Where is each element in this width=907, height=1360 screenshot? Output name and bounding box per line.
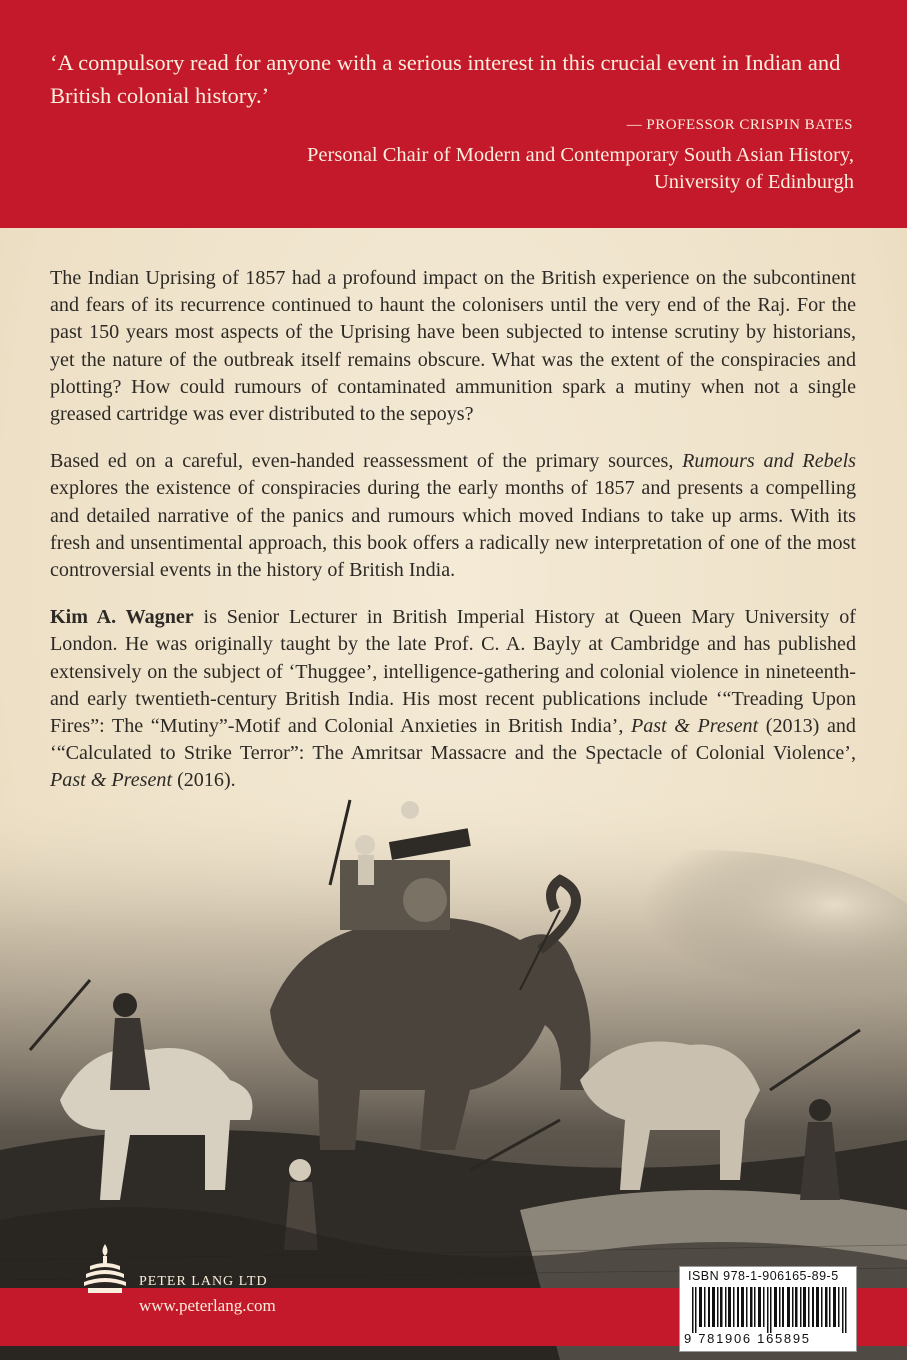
barcode-digits: 9 781906 165895 — [684, 1331, 811, 1346]
author-name: Kim A. Wagner — [50, 606, 194, 629]
blurb-paragraph-2-end: explores the existence of conspiracies during the early months of 1857 and presents a compelling and detailed narrative of the panics and rumours which moved Indians to take up arms. With its fresh and unsentimental approach, this book offers a radically new interpretation of one of the most controversial events in the history of British India. — [50, 477, 856, 582]
author-bio-text-1: is Senior Lecturer in British Imperial History at Queen Mary University of London. He was originally taught by the late Prof. C. A. Bayly at Cambridge and has published extensively on the subject of ‘Thuggee’, intelligence-gathering and colonial violence in nineteenth- and early twentieth-century British India. His most recent publications include ‘“Treading Upon Fires”: The “Mutiny”-Motif and Colonial Anxieties in British India’, — [50, 606, 856, 738]
isbn-label: ISBN 978-1-906165-89-5 — [688, 1269, 839, 1283]
isbn-barcode-box — [679, 1266, 857, 1352]
author-bio — [50, 604, 856, 794]
blurb-paragraph-2-start: Based ed on a careful, even-handed reassessment of the primary sources, — [50, 450, 683, 473]
peter-lang-logo-icon — [82, 1242, 128, 1296]
barcode-icon — [692, 1287, 848, 1333]
book-title: Rumours and Rebels — [682, 450, 856, 473]
attribution-role-line-1: Personal Chair of Modern and Contemporary South Asian History, — [307, 144, 854, 166]
endorsement-attribution-role — [307, 142, 854, 196]
blurb-paragraph-2 — [50, 448, 856, 584]
endorsement-attribution-name: — PROFESSOR CRISPIN BATES — [626, 117, 853, 133]
publisher-url[interactable]: www.peterlang.com — [139, 1296, 276, 1315]
author-bio-text-2: (2013) and ‘“Calculated to Strike Terror”: The Amritsar Massacre and the Spectacle of Colonial Violence’, — [50, 715, 856, 765]
blurb-paragraph-1: The Indian Uprising of 1857 had a profound impact on the British experience on the subcontinent and fears of its recurrence continued to haunt the colonisers until the very end of the Raj. For the past 150 years most aspects of the Uprising have been subjected to intense scrutiny by historians, yet the nature of the outbreak itself remains obscure. What was the extent of the conspiracies and plotting? How could rumours of contaminated ammunition spark a mutiny when not a single greased cartridge was ever distributed to the sepoys? — [50, 267, 856, 426]
publisher-name: PETER LANG LTD — [139, 1274, 268, 1289]
endorsement-quote: ‘A compulsory read for anyone with a serious interest in this crucial event in Indian and British colonial history.’ — [50, 50, 841, 108]
author-bio-text-3: (2016). — [172, 769, 236, 792]
endorsement-band — [0, 0, 907, 228]
journal-title-2: Past & Present — [50, 769, 173, 792]
attribution-role-line-2: University of Edinburgh — [653, 171, 854, 193]
journal-title-1: Past & Present — [630, 715, 759, 738]
back-cover-blurb — [50, 265, 856, 815]
